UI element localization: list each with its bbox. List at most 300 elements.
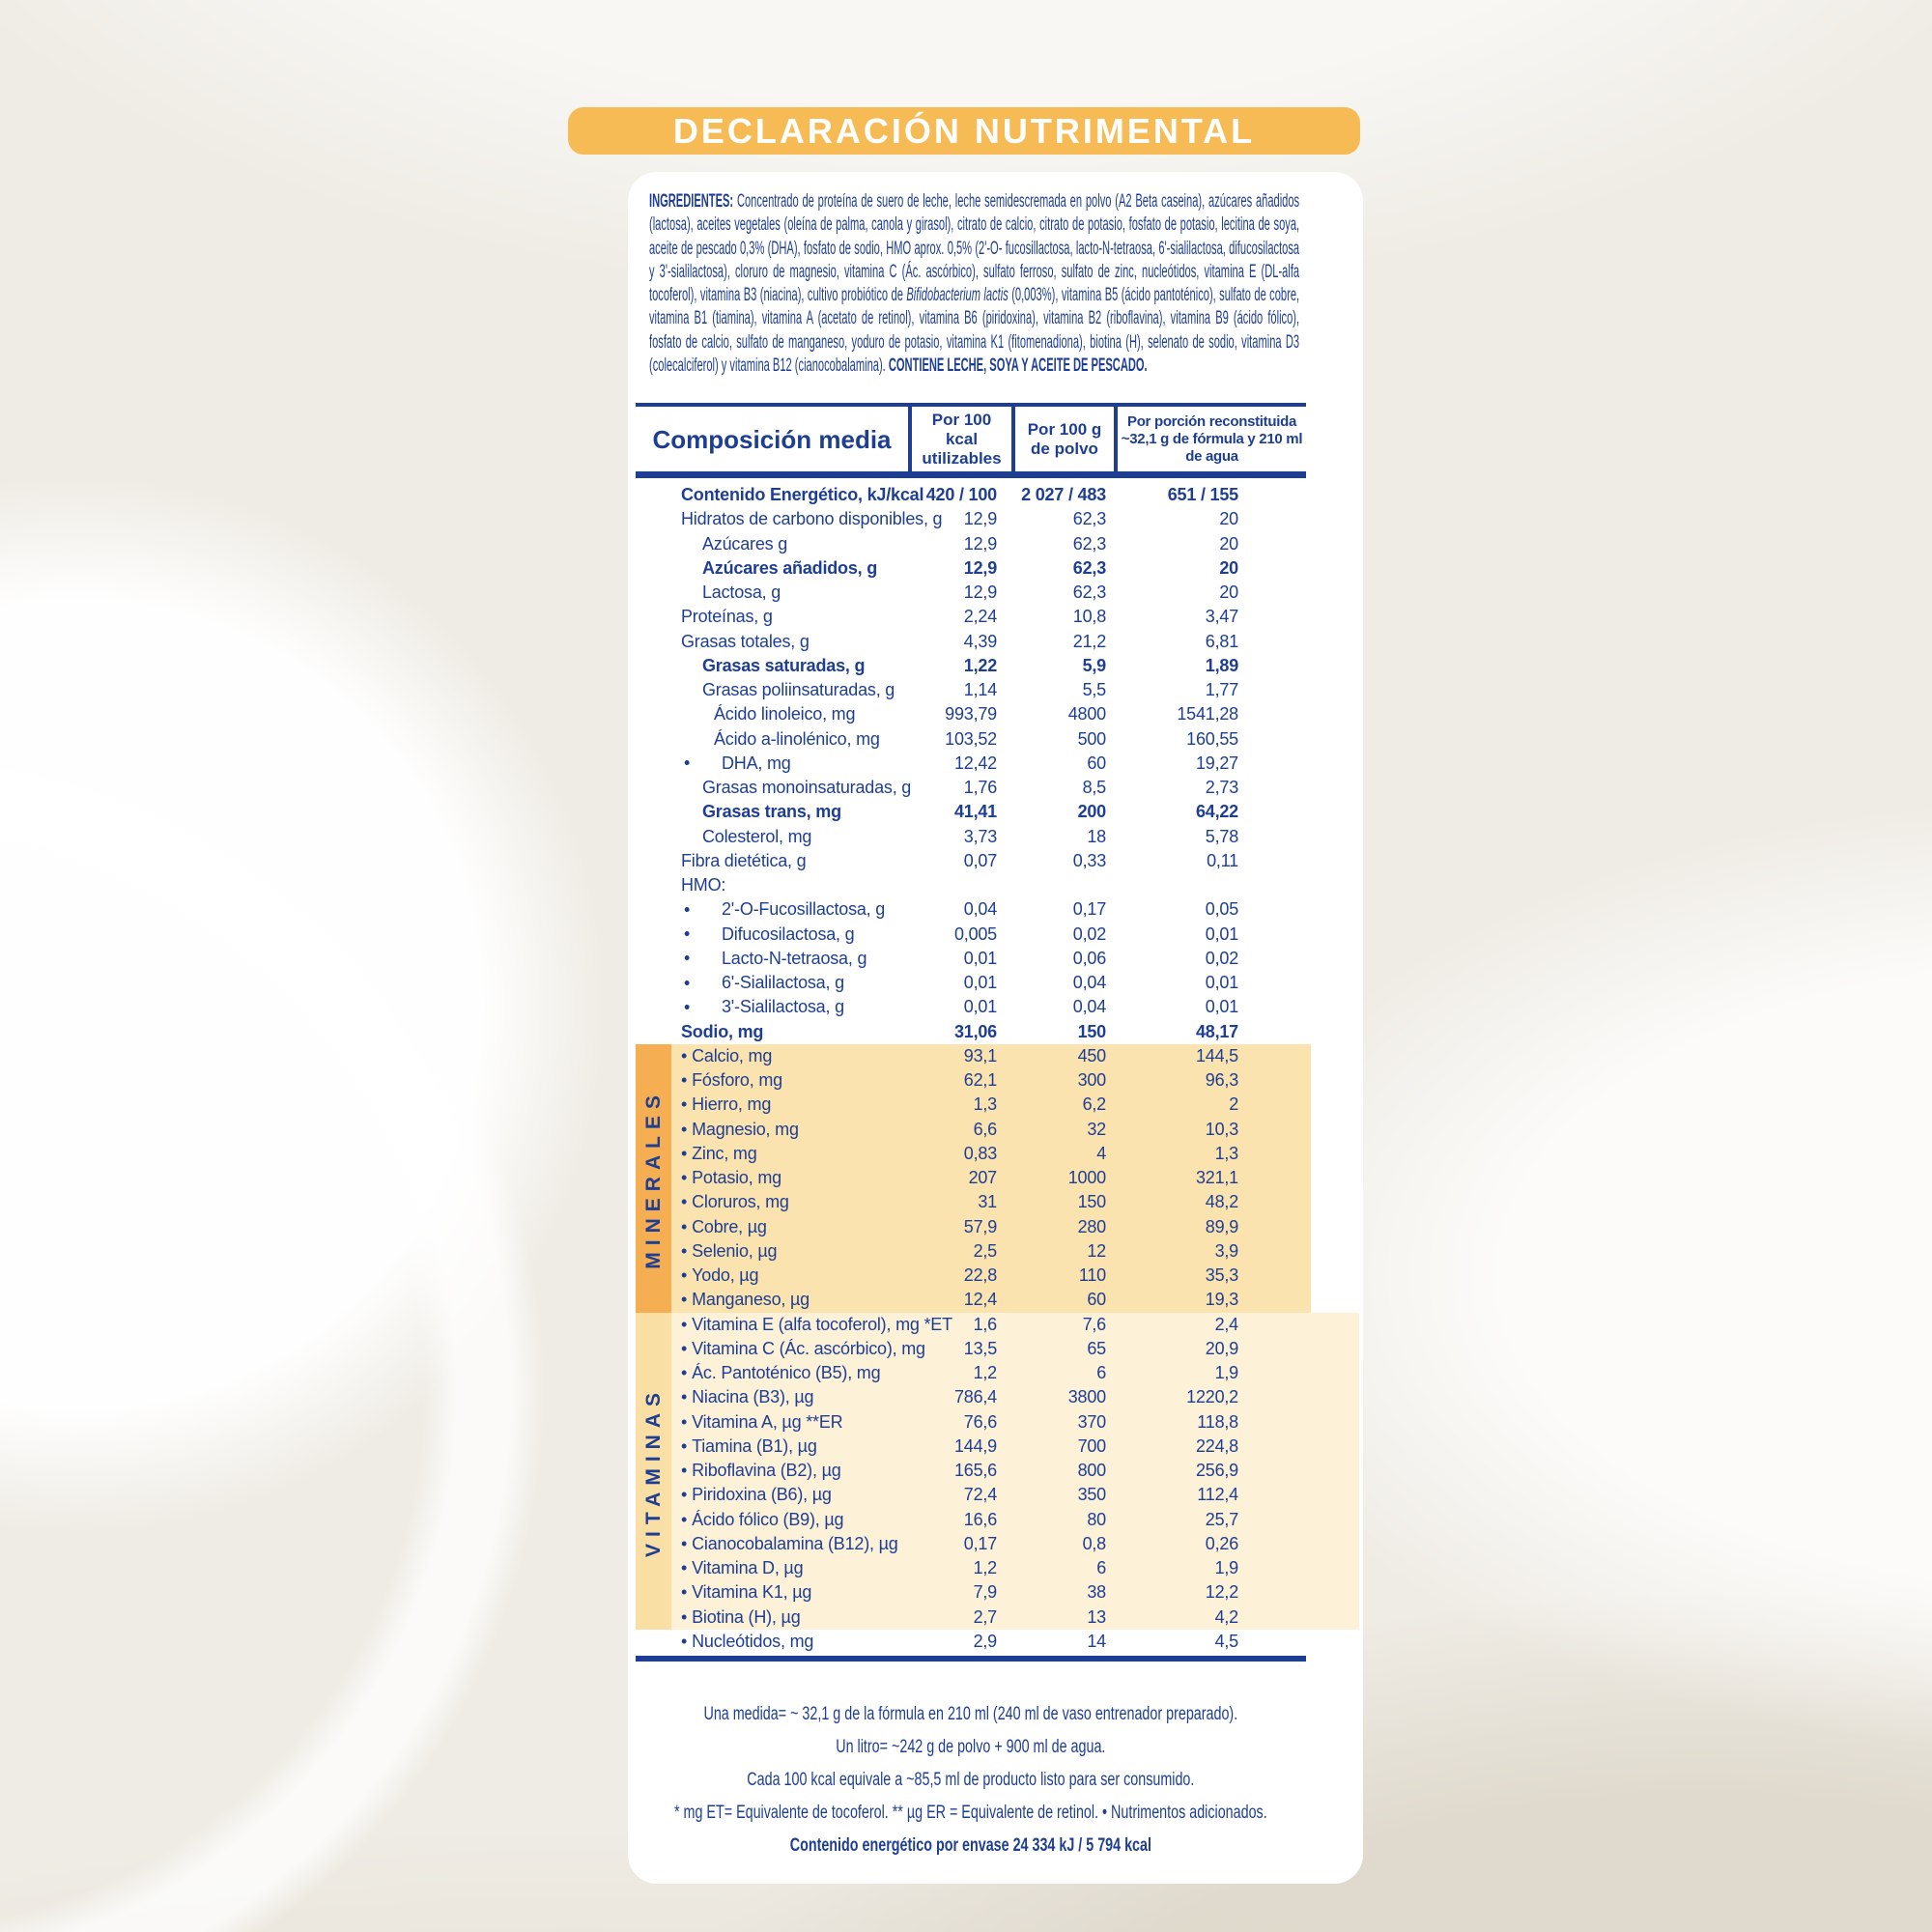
- row-label-text: DHA, mg: [722, 753, 791, 773]
- footer-line-serving: Una medida= ~ 32,1 g de la fórmula en 210 ml (240 ml de vaso entrenador preparado).: [703, 1704, 1238, 1724]
- value-per-100g: 450: [1077, 1045, 1106, 1065]
- row-label: [636, 1217, 908, 1237]
- row-label-text: Vitamina C (Ác. ascórbico), mg: [692, 1338, 925, 1358]
- row-label-text: Vitamina K1, µg: [692, 1582, 812, 1603]
- value-per-portion: 0,02: [1205, 948, 1238, 968]
- row-label-text: Vitamina A, µg **ER: [692, 1411, 843, 1432]
- value-per-portion: 160,55: [1186, 728, 1238, 749]
- value-per-portion: 20: [1219, 557, 1238, 578]
- value-per-100kcal: 41,41: [953, 802, 997, 822]
- table-row: [636, 1288, 1306, 1312]
- value-per-portion: 20: [1219, 509, 1238, 529]
- value-per-portion: 4,2: [1214, 1606, 1238, 1627]
- row-label: [636, 1022, 908, 1042]
- bullet-icon: •: [681, 1338, 688, 1358]
- row-label: [636, 1558, 908, 1578]
- row-label-text: Riboflavina (B2), µg: [692, 1461, 841, 1481]
- row-label: [636, 949, 908, 969]
- table-row: [636, 605, 1306, 629]
- minerals-tab-label: MINERALES: [641, 1088, 665, 1269]
- ingredients-paragraph: [649, 190, 1299, 378]
- table-row: [636, 971, 1306, 995]
- bullet-icon: •: [684, 997, 691, 1017]
- value-per-100kcal: 57,9: [963, 1216, 997, 1236]
- value-per-100kcal: 420 / 100: [925, 485, 997, 505]
- value-per-100kcal: 22,8: [963, 1265, 997, 1286]
- table-row: [636, 897, 1306, 922]
- table-row: [636, 1093, 1306, 1117]
- table-row: [636, 1410, 1306, 1435]
- row-label: [636, 1046, 908, 1066]
- nutrition-banner: [568, 107, 1360, 155]
- value-per-100kcal: 0,01: [963, 973, 997, 993]
- row-label-text: Yodo, µg: [692, 1265, 759, 1286]
- value-per-100kcal: 2,9: [973, 1631, 997, 1651]
- bullet-icon: •: [681, 1240, 688, 1261]
- value-per-100kcal: 6,6: [973, 1119, 997, 1139]
- value-per-100g: 60: [1087, 1290, 1106, 1310]
- value-per-100kcal: 0,83: [963, 1143, 997, 1163]
- value-per-portion: 3,47: [1205, 607, 1238, 627]
- value-per-100g: 60: [1087, 753, 1106, 773]
- value-per-100kcal: 12,42: [953, 753, 997, 773]
- value-per-100kcal: 12,4: [963, 1290, 997, 1310]
- row-label: [636, 875, 908, 895]
- value-per-portion: 1,9: [1214, 1363, 1238, 1383]
- table-row: [636, 1166, 1306, 1190]
- value-per-100g: 0,02: [1072, 923, 1106, 944]
- table-row: [636, 1630, 1306, 1654]
- value-per-100kcal: 0,04: [963, 899, 997, 920]
- table-row: [636, 849, 1306, 873]
- value-per-portion: 0,05: [1205, 899, 1238, 920]
- bullet-icon: •: [684, 923, 691, 944]
- row-label: [636, 1534, 908, 1554]
- row-label-text: Colesterol, mg: [702, 826, 812, 846]
- value-per-100g: 800: [1077, 1461, 1106, 1481]
- value-per-portion: 3,9: [1214, 1240, 1238, 1261]
- value-per-100g: 700: [1077, 1435, 1106, 1456]
- table-row: [636, 532, 1306, 556]
- value-per-portion: 0,26: [1205, 1533, 1238, 1553]
- row-label: [636, 1363, 908, 1383]
- row-label-text: Lacto-N-tetraosa, g: [722, 948, 867, 968]
- value-per-portion: 2,4: [1214, 1314, 1238, 1334]
- table-row: [636, 507, 1306, 531]
- value-per-portion: 0,01: [1205, 923, 1238, 944]
- value-per-100kcal: 3,73: [963, 826, 997, 846]
- value-per-100kcal: 2,24: [963, 607, 997, 627]
- value-per-100g: 280: [1077, 1216, 1106, 1236]
- row-label-text: Zinc, mg: [692, 1143, 757, 1163]
- row-label-text: Piridoxina (B6), µg: [692, 1485, 832, 1505]
- row-label-text: Niacina (B3), µg: [692, 1387, 814, 1407]
- value-per-100g: 300: [1077, 1070, 1106, 1091]
- value-per-100g: 62,3: [1072, 533, 1106, 554]
- row-label: [636, 1387, 908, 1407]
- value-per-100g: 150: [1077, 1192, 1106, 1212]
- value-per-100g: 3800: [1067, 1387, 1106, 1407]
- value-per-100g: 62,3: [1072, 582, 1106, 603]
- footer-energy-total: Contenido energético por envase 24 334 kJ / 5 794 kcal: [789, 1835, 1151, 1856]
- value-per-100kcal: 16,6: [963, 1509, 997, 1529]
- table-row: [636, 483, 1306, 507]
- value-per-100kcal: 4,39: [963, 631, 997, 651]
- table-row: [636, 1190, 1306, 1214]
- table-row: [636, 1580, 1306, 1605]
- value-per-100g: 5,9: [1082, 655, 1106, 675]
- table-row: [636, 995, 1306, 1019]
- value-per-100g: 4: [1096, 1143, 1106, 1163]
- value-per-100g: 110: [1078, 1265, 1106, 1286]
- footer-line-kcal: Cada 100 kcal equivale a ~85,5 ml de producto listo para ser consumido.: [747, 1770, 1195, 1790]
- row-label-text: Calcio, mg: [692, 1045, 773, 1065]
- value-per-100g: 12: [1087, 1240, 1106, 1261]
- value-per-100g: 200: [1077, 802, 1106, 822]
- ingredients-probiotic-name: Bifidobacterium lactis: [906, 285, 1009, 306]
- row-label: [636, 1094, 908, 1115]
- value-per-portion: 1,89: [1205, 655, 1238, 675]
- row-label-text: 6'-Sialilactosa, g: [722, 973, 844, 993]
- row-label-text: Magnesio, mg: [692, 1119, 799, 1139]
- bullet-icon: •: [681, 1533, 688, 1553]
- table-row: [636, 776, 1306, 800]
- row-label: [636, 632, 908, 652]
- row-label: [636, 558, 908, 579]
- value-per-portion: 1,3: [1214, 1143, 1238, 1163]
- bullet-icon: •: [681, 1411, 688, 1432]
- bullet-icon: •: [681, 1265, 688, 1286]
- value-per-100g: 62,3: [1072, 557, 1106, 578]
- table-row: [636, 1215, 1306, 1239]
- value-per-100g: 6,2: [1082, 1094, 1106, 1115]
- table-row: [636, 947, 1306, 971]
- table-row: [636, 1385, 1306, 1409]
- row-label: [636, 778, 912, 798]
- bullet-icon: •: [681, 1387, 688, 1407]
- value-per-100kcal: 72,4: [963, 1485, 997, 1505]
- row-label: [636, 997, 908, 1017]
- value-per-portion: 118,8: [1197, 1411, 1238, 1432]
- value-per-100kcal: 1,2: [973, 1363, 997, 1383]
- row-label-text: Fósforo, mg: [692, 1070, 782, 1091]
- header-col-per-100kcal: Por 100 kcal utilizables: [908, 407, 1011, 471]
- bullet-icon: •: [684, 973, 691, 993]
- row-label-text: Azúcares g: [702, 533, 788, 554]
- bullet-icon: •: [684, 753, 691, 773]
- bullet-icon: •: [681, 1314, 688, 1334]
- value-per-100kcal: 1,76: [963, 778, 997, 798]
- table-bottom-rule: [636, 1656, 1306, 1662]
- table-row: [636, 752, 1306, 776]
- row-label: [636, 485, 924, 505]
- value-per-100g: 62,3: [1072, 509, 1106, 529]
- row-label: [636, 1120, 908, 1140]
- value-per-portion: 20: [1219, 582, 1238, 603]
- value-per-portion: 19,3: [1205, 1290, 1238, 1310]
- row-label: [636, 851, 908, 871]
- row-label-text: Contenido Energético, kJ/kcal: [681, 485, 924, 505]
- value-per-portion: 19,27: [1195, 753, 1238, 773]
- value-per-portion: 96,3: [1205, 1070, 1238, 1091]
- value-per-100kcal: 165,6: [953, 1461, 997, 1481]
- row-label: [636, 1632, 908, 1652]
- value-per-100g: 8,5: [1082, 778, 1106, 798]
- value-per-100g: 6: [1096, 1363, 1106, 1383]
- value-per-portion: 4,5: [1214, 1631, 1238, 1651]
- row-label: [636, 1582, 908, 1603]
- value-per-portion: 2: [1229, 1094, 1238, 1115]
- table-row: [636, 654, 1306, 678]
- value-per-portion: 20: [1219, 533, 1238, 554]
- value-per-100g: 0,04: [1072, 973, 1106, 993]
- value-per-portion: 48,2: [1205, 1192, 1238, 1212]
- value-per-100kcal: 207: [968, 1168, 997, 1188]
- footer-line-legend: * mg ET= Equivalente de tocoferol. ** µg ER = Equivalente de retinol. • Nutrimentos adicionados.: [673, 1803, 1267, 1823]
- row-label-text: Biotina (H), µg: [692, 1606, 801, 1627]
- value-per-portion: 1,77: [1205, 680, 1238, 700]
- value-per-100kcal: 76,6: [963, 1411, 997, 1432]
- value-per-portion: 0,11: [1207, 850, 1238, 870]
- row-label-text: Nucleótidos, mg: [692, 1631, 814, 1651]
- value-per-portion: 321,1: [1195, 1168, 1238, 1188]
- value-per-100g: 13: [1087, 1606, 1106, 1627]
- value-per-100g: 10,8: [1072, 607, 1106, 627]
- value-per-100kcal: 12,9: [963, 533, 997, 554]
- value-per-100kcal: 62,1: [963, 1070, 997, 1091]
- value-per-100g: 350: [1077, 1485, 1106, 1505]
- table-row: [636, 581, 1306, 605]
- row-label-text: Ácido a-linolénico, mg: [714, 728, 880, 749]
- row-label-text: Grasas totales, g: [681, 631, 810, 651]
- row-label-text: Manganeso, µg: [692, 1290, 810, 1310]
- table-header: [636, 407, 1306, 471]
- bullet-icon: •: [681, 1070, 688, 1091]
- value-per-portion: 256,9: [1195, 1461, 1238, 1481]
- value-per-portion: 12,2: [1205, 1582, 1238, 1603]
- row-label: [636, 1314, 952, 1335]
- value-per-portion: 224,8: [1195, 1435, 1238, 1456]
- value-per-100kcal: 13,5: [963, 1338, 997, 1358]
- value-per-portion: 64,22: [1195, 802, 1238, 822]
- value-per-100kcal: 0,01: [963, 948, 997, 968]
- row-label: [636, 1168, 908, 1188]
- row-label: [636, 729, 908, 750]
- table-row: [636, 1605, 1306, 1630]
- value-per-100g: 5,5: [1082, 680, 1106, 700]
- table-row: [636, 1361, 1306, 1385]
- row-label-text: Grasas saturadas, g: [702, 655, 866, 675]
- row-label: [636, 1436, 908, 1457]
- value-per-100kcal: 12,9: [963, 582, 997, 603]
- value-per-100g: 21,2: [1072, 631, 1106, 651]
- row-label-text: Grasas poliinsaturadas, g: [702, 680, 895, 700]
- row-label-text: Hidratos de carbono disponibles, g: [681, 509, 943, 529]
- row-label: [636, 1265, 908, 1286]
- table-row: [636, 1142, 1306, 1166]
- value-per-100kcal: 2,5: [973, 1240, 997, 1261]
- header-col-composition: Composición media: [652, 424, 892, 454]
- value-per-100kcal: 144,9: [953, 1435, 997, 1456]
- table-row: [636, 923, 1306, 947]
- row-label-text: Grasas trans, mg: [702, 802, 841, 822]
- value-per-100kcal: 0,01: [963, 997, 997, 1017]
- bullet-icon: •: [681, 1290, 688, 1310]
- value-per-100g: 0,17: [1072, 899, 1106, 920]
- table-row: [636, 1118, 1306, 1142]
- row-label: [636, 802, 908, 822]
- allergen-statement: CONTIENE LECHE, SOYA Y ACEITE DE PESCADO.: [888, 355, 1148, 377]
- row-label: [636, 1607, 908, 1628]
- row-label-text: Lactosa, g: [702, 582, 781, 603]
- row-label: [636, 899, 908, 920]
- table-row: [636, 1435, 1306, 1459]
- table-row: [636, 678, 1306, 702]
- value-per-portion: 89,9: [1205, 1216, 1238, 1236]
- row-label-text: Cloruros, mg: [692, 1192, 789, 1212]
- table-row: [636, 630, 1306, 654]
- value-per-portion: 1220,2: [1186, 1387, 1238, 1407]
- table-row: [636, 1459, 1306, 1483]
- ingredients-text-2: (0,003%), vitamina B5 (ácido pantoténico), sulfato de cobre, vitamina B1 (tiamina), vitamina A (acetato de retinol), vitamina B6 (piridoxina), vitamina B2 (riboflavina), vitamina B9 (ácido fólico), fosfato de calcio, sulfato de manganeso, yoduro de potasio, vitamina K1 (fitomenadiona), biotina (H), selenato de sodio, vitamina D3 (colecalciferol) y vitamina B12 (cianocobalamina).: [649, 285, 1300, 377]
- bullet-icon: •: [681, 1582, 688, 1603]
- table-row: [636, 1483, 1306, 1507]
- value-per-portion: 35,3: [1205, 1265, 1238, 1286]
- bullet-icon: •: [684, 899, 691, 920]
- row-label: [636, 704, 908, 724]
- value-per-100g: 150: [1077, 1021, 1106, 1041]
- value-per-100kcal: 1,6: [973, 1314, 997, 1334]
- bullet-icon: •: [681, 1094, 688, 1115]
- bullet-icon: •: [681, 1045, 688, 1065]
- value-per-portion: 5,78: [1205, 826, 1238, 846]
- value-per-100kcal: 31: [978, 1192, 997, 1212]
- row-label: [636, 1338, 925, 1359]
- value-per-100kcal: 12,9: [963, 557, 997, 578]
- value-per-100kcal: 0,005: [953, 923, 997, 944]
- row-label-text: Hierro, mg: [692, 1094, 772, 1115]
- ingredients-text-1: Concentrado de proteína de suero de leche, leche semidescremada en polvo (A2 Beta caseina), azúcares añadidos (lactosa), aceites vegetales (oleína de palma, canola y girasol), citrato de calcio, citrato de potasio, fosfato de potasio, lecitina de soya, aceite de pescado 0,3% (DHA), fosfato de sodio, HMO aprox. 0,5% (2'-O- fucosillactosa, lacto-N-tetraosa, 6'-sialilactosa, difucosilactosa y 3'-sialilactosa), cloruro de magnesio, vitamina C (Ác. ascórbico), sulfato ferroso, sulfato de zinc, nucleótidos, vitamina E (DL-alfa tocoferol), vitamina B3 (niacina), cultivo probiótico de: [649, 191, 1300, 306]
- value-per-100g: 18: [1087, 826, 1106, 846]
- value-per-100g: 500: [1077, 728, 1106, 749]
- table-row: [636, 1313, 1306, 1337]
- row-label: [636, 582, 908, 603]
- bullet-icon: •: [681, 1558, 688, 1578]
- row-label-text: Potasio, mg: [692, 1168, 781, 1188]
- table-header-rule: [636, 471, 1306, 478]
- value-per-100g: 38: [1087, 1582, 1106, 1603]
- table-row: [636, 1508, 1306, 1532]
- value-per-100g: 370: [1077, 1411, 1106, 1432]
- footer-line-liter: Un litro= ~242 g de polvo + 900 ml de agua.: [836, 1737, 1106, 1757]
- value-per-100kcal: 1,3: [973, 1094, 997, 1115]
- value-per-portion: 0,01: [1205, 973, 1238, 993]
- value-per-100g: 14: [1087, 1631, 1106, 1651]
- row-label-text: Difucosilactosa, g: [722, 923, 855, 944]
- table-row: [636, 727, 1306, 752]
- table-row: [636, 1532, 1306, 1556]
- value-per-portion: 112,4: [1197, 1485, 1238, 1505]
- page-title: DECLARACIÓN NUTRIMENTAL: [672, 110, 1256, 151]
- table-row: [636, 873, 1306, 897]
- value-per-100g: 0,33: [1072, 850, 1106, 870]
- bullet-icon: •: [681, 1192, 688, 1212]
- table-row: [636, 1239, 1306, 1264]
- value-per-portion: 1541,28: [1177, 704, 1238, 724]
- row-label: [636, 1070, 908, 1091]
- table-row: [636, 1264, 1306, 1288]
- row-label: [636, 1290, 908, 1310]
- value-per-100kcal: 12,9: [963, 509, 997, 529]
- bullet-icon: •: [681, 1216, 688, 1236]
- value-per-100g: 65: [1087, 1338, 1106, 1358]
- value-per-100kcal: 1,14: [963, 680, 997, 700]
- row-label: [636, 1192, 908, 1212]
- header-col-per-100g: Por 100 g de polvo: [1011, 407, 1114, 471]
- row-label: [636, 534, 908, 554]
- row-label-text: Vitamina D, µg: [692, 1558, 804, 1578]
- header-col-per-portion: Por porción reconstituida ~32,1 g de fórmula y 210 ml de agua: [1114, 407, 1306, 471]
- row-label-text: Ácido linoleico, mg: [714, 704, 856, 724]
- row-label: [636, 1412, 908, 1433]
- value-per-100kcal: 1,22: [963, 655, 997, 675]
- row-label-text: 3'-Sialilactosa, g: [722, 997, 844, 1017]
- value-per-100kcal: 93,1: [963, 1045, 997, 1065]
- value-per-100kcal: 7,9: [973, 1582, 997, 1603]
- bullet-icon: •: [681, 1363, 688, 1383]
- value-per-100kcal: 993,79: [945, 704, 997, 724]
- bullet-icon: •: [681, 1461, 688, 1481]
- bullet-icon: •: [681, 1606, 688, 1627]
- bullet-icon: •: [681, 1119, 688, 1139]
- row-label: [636, 1144, 908, 1164]
- value-per-100g: 32: [1087, 1119, 1106, 1139]
- bullet-icon: •: [681, 1168, 688, 1188]
- value-per-100g: 4800: [1067, 704, 1106, 724]
- value-per-portion: 2,73: [1205, 778, 1238, 798]
- value-per-portion: 25,7: [1205, 1509, 1238, 1529]
- value-per-100g: 0,06: [1072, 948, 1106, 968]
- value-per-100g: 0,04: [1072, 997, 1106, 1017]
- row-label-text: Ác. Pantoténico (B5), mg: [692, 1363, 881, 1383]
- table-row: [636, 1068, 1306, 1093]
- table-row: [636, 1337, 1306, 1361]
- value-per-100kcal: 1,2: [973, 1558, 997, 1578]
- value-per-100kcal: 0,07: [963, 850, 997, 870]
- bullet-icon: •: [681, 1485, 688, 1505]
- row-label-text: Cobre, µg: [692, 1216, 767, 1236]
- table-row: [636, 1044, 1306, 1068]
- row-label: [636, 680, 908, 700]
- value-per-100kcal: 786,4: [953, 1387, 997, 1407]
- value-per-100g: 80: [1087, 1509, 1106, 1529]
- value-per-100kcal: 31,06: [953, 1021, 997, 1041]
- table-row: [636, 800, 1306, 824]
- value-per-100kcal: 2,7: [973, 1606, 997, 1627]
- vitamins-tab-label: VITAMINAS: [641, 1385, 665, 1557]
- value-per-portion: 10,3: [1205, 1119, 1238, 1139]
- row-label: [636, 827, 908, 847]
- value-per-portion: 48,17: [1195, 1021, 1238, 1041]
- value-per-100g: 7,6: [1082, 1314, 1106, 1334]
- ingredients-label: INGREDIENTES:: [649, 191, 734, 212]
- value-per-portion: 1,9: [1214, 1558, 1238, 1578]
- row-label-text: 2'-O-Fucosillactosa, g: [722, 899, 886, 920]
- table-row: [636, 556, 1306, 581]
- row-label: [636, 753, 908, 774]
- value-per-portion: 651 / 155: [1167, 485, 1238, 505]
- row-label-text: Proteínas, g: [681, 607, 773, 627]
